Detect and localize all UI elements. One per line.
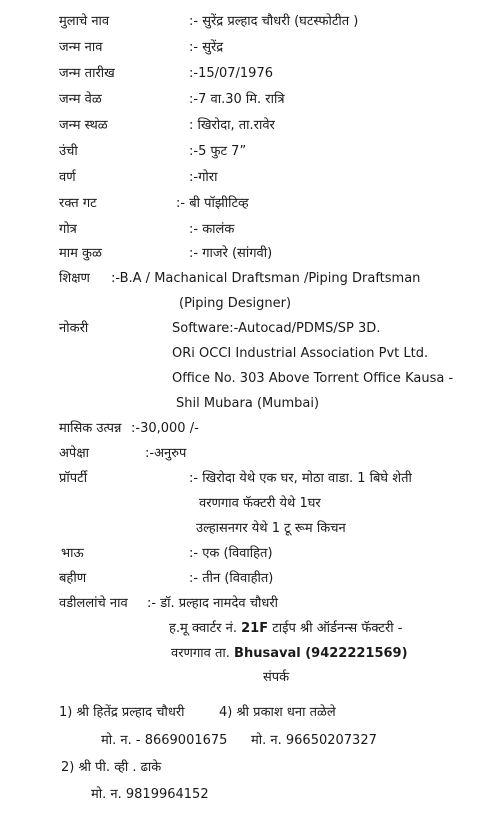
value-job-line3: Office No. 303 Above Torrent Office Kausa - — [172, 371, 454, 386]
value-property-line1: :- खिरोदा येथे एक घर, मोठा वाडा. 1 बिघे शेती — [189, 471, 412, 486]
value-sister: :- तीन (विवाहीत) — [189, 571, 274, 586]
label-birth-place: जन्म स्थळ — [59, 118, 108, 133]
label-gotra: गोत्र — [59, 222, 77, 237]
value-height: :-5 फुट 7” — [189, 144, 247, 159]
label-complexion: वर्ण — [59, 170, 76, 185]
label-maternal-clan: माम कुळ — [59, 246, 102, 261]
father-city-phone: Bhusaval (9422221569) — [234, 646, 408, 661]
contact-4-name: 4) श्री प्रकाश धना तळेले — [219, 705, 336, 720]
label-education: शिक्षण — [59, 271, 90, 286]
label-property: प्रॉपर्टी — [59, 471, 88, 486]
father-address-line1-text: ह.मू क्वार्टर नं. — [169, 621, 242, 636]
value-expectation: :-अनुरुप — [145, 446, 187, 461]
value-name: :- सुरेंद्र प्रल्हाद चौधरी (घटस्फोटीत ) — [189, 14, 359, 29]
label-sister: बहीण — [59, 571, 87, 586]
label-income: मासिक उत्पन्न — [59, 421, 122, 436]
value-education-line2: (Piping Designer) — [179, 296, 292, 311]
value-gotra: :- कालंक — [189, 222, 235, 237]
value-job-line1: Software:-Autocad/PDMS/SP 3D. — [172, 321, 381, 336]
contact-4-phone: मो. न. 96650207327 — [251, 733, 377, 748]
value-income: :-30,000 /- — [131, 421, 199, 436]
value-father-name: :- डॉ. प्रल्हाद नामदेव चौधरी — [147, 596, 279, 611]
quarter-number: 21F — [241, 621, 269, 636]
value-maternal-clan: :- गाजरे (सांगवी) — [189, 246, 273, 261]
label-birth-date: जन्म तारीख — [59, 66, 115, 81]
father-address-line1-suffix: टाईप श्री ऑर्डनन्स फॅक्टरी - — [268, 621, 403, 636]
value-complexion: :-गोरा — [189, 170, 218, 185]
value-job-line4: Shil Mubara (Mumbai) — [176, 396, 320, 411]
contact-1-phone: मो. न. - 8669001675 — [101, 733, 228, 748]
label-blood-group: रक्त गट — [59, 196, 97, 211]
father-address-line2 — [171, 645, 408, 663]
contact-1-name: 1) श्री हितेंद्र प्रल्हाद चौधरी — [59, 705, 185, 720]
label-father-name: वडीललांचे नाव — [59, 596, 128, 611]
label-birth-name: जन्म नाव — [59, 40, 103, 55]
contact-heading: संपर्क — [263, 670, 290, 685]
label-name: मुलाचे नाव — [59, 14, 110, 29]
value-brother: :- एक (विवाहित) — [189, 546, 273, 561]
value-job-line2: ORi OCCI Industrial Association Pvt Ltd. — [172, 346, 429, 361]
value-education-line1: :-B.A / Machanical Draftsman /Piping Draftsman — [111, 271, 421, 286]
contact-2-name: 2) श्री पी. व्ही . ढाके — [61, 760, 162, 775]
value-property-line3: उल्हासनगर येथे 1 टू रूम किचन — [196, 521, 346, 536]
value-property-line2: वरणगाव फॅक्टरी येथे 1घर — [199, 496, 321, 511]
label-birth-time: जन्म वेळ — [59, 92, 102, 107]
father-address-line2-text: वरणगाव ता. — [171, 646, 235, 661]
label-expectation: अपेक्षा — [59, 446, 90, 461]
label-height: उंची — [59, 144, 78, 159]
father-address-line1 — [169, 620, 403, 638]
value-blood-group: :- बी पॉझीटिव्ह — [176, 196, 249, 211]
label-job: नोकरी — [59, 321, 89, 336]
value-birth-name: :- सुरेंद्र — [189, 40, 224, 55]
contact-2-phone: मो. न. 9819964152 — [91, 787, 209, 802]
value-birth-time: :-7 वा.30 मि. रात्रि — [189, 92, 285, 107]
value-birth-date: :-15/07/1976 — [189, 66, 273, 81]
value-birth-place: : खिरोदा, ता.रावेर — [189, 118, 275, 133]
label-brother: भाऊ — [61, 546, 84, 561]
